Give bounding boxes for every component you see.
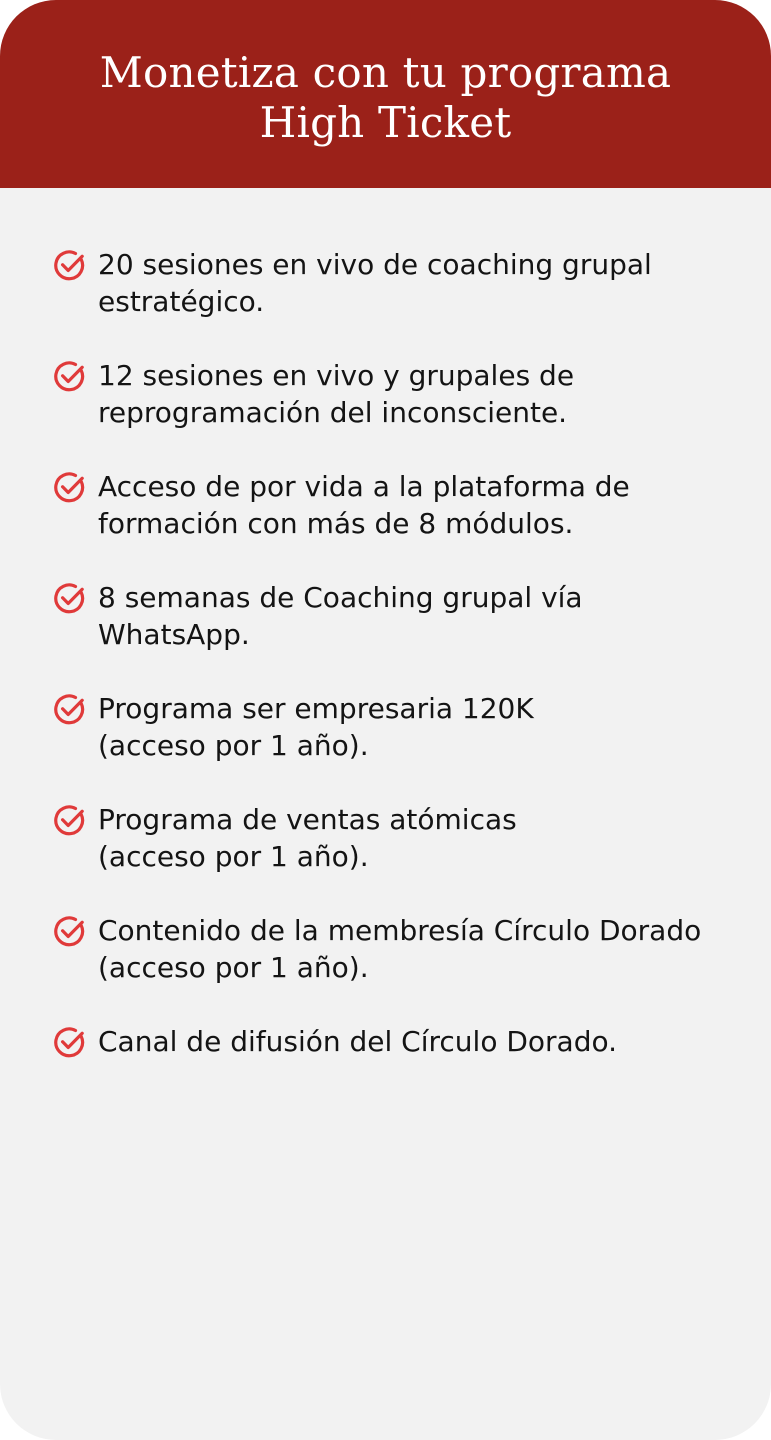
card-header — [0, 0, 771, 188]
check-circle-icon — [52, 581, 86, 615]
benefit-item — [52, 1023, 731, 1097]
benefit-text: Canal de difusión del Círculo Dorado. — [98, 1025, 618, 1058]
benefit-item — [52, 579, 731, 653]
check-circle-icon — [52, 803, 86, 837]
benefit-text: Programa ser empresaria 120K (acceso por 1 año). — [98, 692, 534, 762]
check-circle-icon — [52, 470, 86, 504]
benefit-item — [52, 468, 731, 542]
benefits-list — [0, 188, 771, 1097]
card-title-line-1: Monetiza con tu programa — [99, 48, 672, 97]
benefit-text: 8 semanas de Coaching grupal vía WhatsApp. — [98, 581, 583, 651]
benefit-item — [52, 912, 731, 986]
benefit-item — [52, 801, 731, 875]
benefit-item — [52, 690, 731, 764]
benefit-text: Programa de ventas atómicas (acceso por 1 año). — [98, 803, 517, 873]
check-circle-icon — [52, 248, 86, 282]
card-title-line-2: High Ticket — [259, 98, 512, 147]
check-circle-icon — [52, 692, 86, 726]
benefit-item — [52, 357, 731, 431]
check-circle-icon — [52, 359, 86, 393]
card-title — [100, 48, 671, 148]
benefit-item — [52, 246, 731, 320]
check-circle-icon — [52, 914, 86, 948]
benefit-text: 20 sesiones en vivo de coaching grupal estratégico. — [98, 248, 652, 318]
benefit-text: 12 sesiones en vivo y grupales de reprogramación del inconsciente. — [98, 359, 575, 429]
check-circle-icon — [52, 1025, 86, 1059]
benefit-text: Acceso de por vida a la plataforma de formación con más de 8 módulos. — [98, 470, 630, 540]
benefit-text: Contenido de la membresía Círculo Dorado (acceso por 1 año). — [98, 914, 702, 984]
